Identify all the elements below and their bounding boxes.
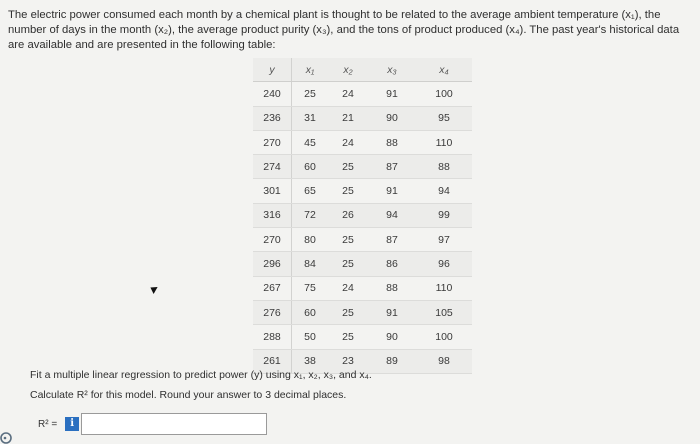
table-cell: 96 [416,252,472,276]
table-cell: 99 [416,203,472,227]
table-cell: 288 [253,325,292,349]
table-cell: 25 [328,228,368,252]
table-cell: 25 [328,155,368,179]
table-cell: 84 [292,252,329,276]
table-cell: 24 [328,276,368,300]
table-cell: 25 [328,179,368,203]
header-x4: x₄ [416,58,472,82]
table-header-row [253,58,472,82]
table-cell: 26 [328,203,368,227]
table-cell: 24 [328,130,368,154]
header-x2: x₂ [328,58,368,82]
table-cell: 236 [253,106,292,130]
table-row [253,276,472,300]
table-body [253,82,472,374]
table-cell: 94 [368,203,416,227]
table-cell: 86 [368,252,416,276]
table-cell: 89 [368,349,416,373]
table-cell: 90 [368,106,416,130]
table-cell: 91 [368,82,416,106]
table-cell: 94 [416,179,472,203]
answer-row [38,413,267,435]
arrow-cursor-icon [148,284,157,294]
table-cell: 261 [253,349,292,373]
table-cell: 25 [328,300,368,324]
table-row [253,106,472,130]
table-cell: 270 [253,228,292,252]
question-line-2: Calculate R² for this model. Round your answer to 3 decimal places. [30,389,347,401]
table-cell: 60 [292,155,329,179]
table-row [253,300,472,324]
r-squared-input[interactable] [81,413,267,435]
table-row [253,228,472,252]
table-cell: 23 [328,349,368,373]
table-cell: 25 [328,325,368,349]
table-cell: 100 [416,325,472,349]
table-cell: 38 [292,349,329,373]
table-row [253,155,472,179]
table-cell: 80 [292,228,329,252]
table-cell: 240 [253,82,292,106]
table-cell: 72 [292,203,329,227]
table-cell: 296 [253,252,292,276]
question-line-1: Fit a multiple linear regression to predict power (y) using x₁, x₂, x₃, and x₄. [30,369,372,381]
data-table [253,58,472,374]
table-cell: 50 [292,325,329,349]
table-cell: 65 [292,179,329,203]
table-cell: 301 [253,179,292,203]
table-cell: 24 [328,82,368,106]
table-cell: 110 [416,276,472,300]
partial-logo-icon [0,426,18,444]
table-cell: 274 [253,155,292,179]
table-cell: 316 [253,203,292,227]
table-cell: 276 [253,300,292,324]
table-cell: 60 [292,300,329,324]
table-cell: 87 [368,155,416,179]
table-cell: 267 [253,276,292,300]
table-cell: 270 [253,130,292,154]
table-cell: 100 [416,82,472,106]
table-row [253,130,472,154]
info-icon[interactable]: i [65,417,79,431]
table-cell: 110 [416,130,472,154]
r-squared-label: R² = [38,418,58,430]
table-row [253,179,472,203]
table-cell: 31 [292,106,329,130]
table-cell: 75 [292,276,329,300]
table-row [253,82,472,106]
table-cell: 88 [368,130,416,154]
table-cell: 91 [368,300,416,324]
problem-intro: The electric power consumed each month by a chemical plant is thought to be related to the average ambient temperature (x₁), the number of days in the month (x₂), the average product purity (x₃), and the tons of product produced (x₄). The past year's historical data are available and are presented in the following table: [8,9,680,51]
table-cell: 98 [416,349,472,373]
question [30,365,372,405]
table-cell: 21 [328,106,368,130]
table-cell: 91 [368,179,416,203]
table-cell: 25 [292,82,329,106]
table-cell: 88 [368,276,416,300]
table-row [253,325,472,349]
table-row [253,252,472,276]
header-y: y [253,58,292,82]
table-cell: 88 [416,155,472,179]
table-cell: 87 [368,228,416,252]
table-row [253,203,472,227]
table-cell: 105 [416,300,472,324]
table-cell: 90 [368,325,416,349]
header-x1: x₁ [292,58,329,82]
table-cell: 25 [328,252,368,276]
table-cell: 45 [292,130,329,154]
header-x3: x₃ [368,58,416,82]
table-cell: 97 [416,228,472,252]
table-cell: 95 [416,106,472,130]
